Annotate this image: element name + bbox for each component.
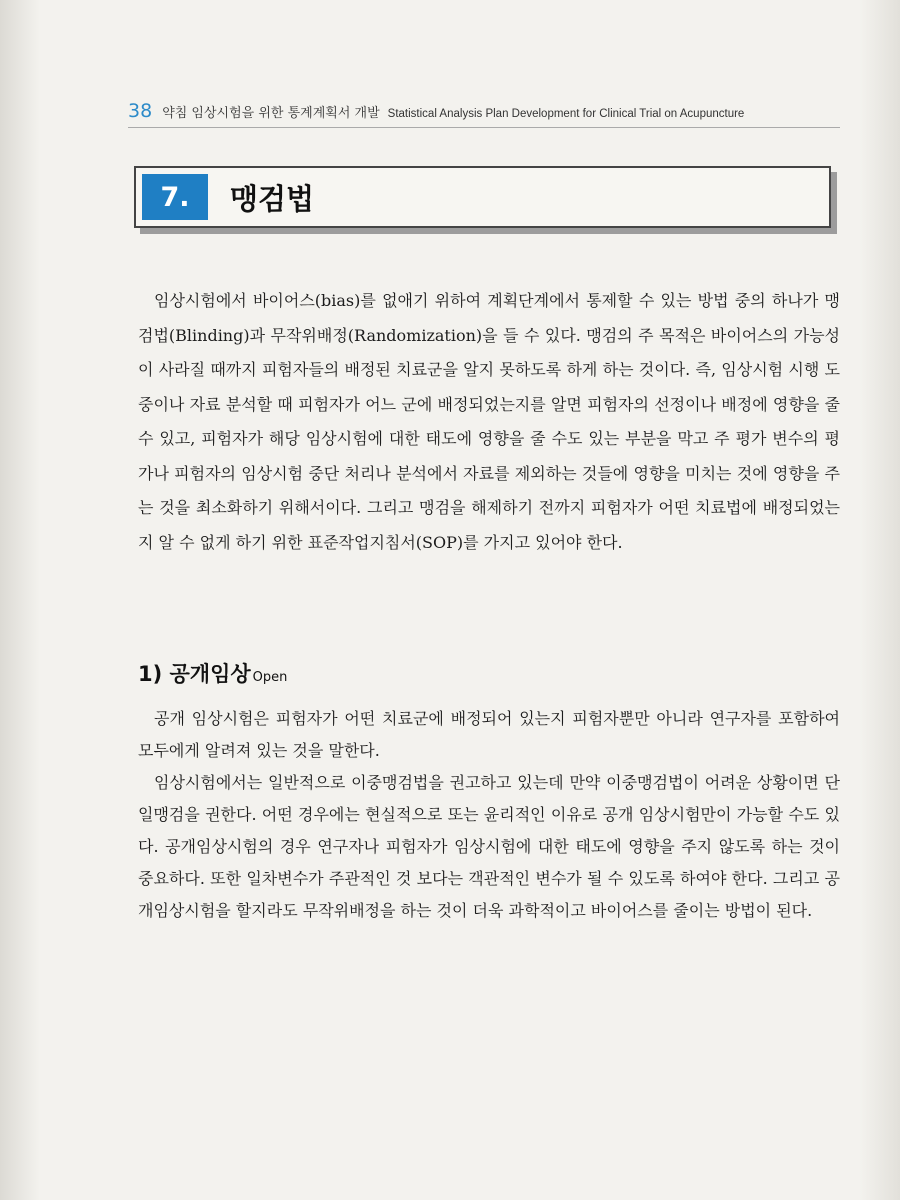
section-number: 7. bbox=[142, 174, 208, 220]
header-title-english: Statistical Analysis Plan Development for Clinical Trial on Acupuncture bbox=[387, 108, 745, 120]
header-title-korean: 약침 임상시험을 위한 통계계획서 개발 bbox=[162, 106, 380, 121]
open-trial-paragraph-1: 공개 임상시험은 피험자가 어떤 치료군에 배정되어 있는지 피험자뿐만 아니라 연구자를 포함하여 모두에게 알려져 있는 것을 말한다. bbox=[138, 709, 840, 760]
section-heading-box bbox=[134, 166, 831, 228]
running-header bbox=[128, 100, 843, 124]
subsection-title-korean: 1) 공개임상 bbox=[138, 662, 251, 686]
section-title: 맹검법 bbox=[230, 181, 315, 216]
page-number: 38 bbox=[128, 100, 153, 122]
subsection-heading bbox=[138, 658, 287, 688]
subsection-title-english: Open bbox=[252, 670, 288, 685]
header-divider bbox=[128, 127, 840, 128]
open-trial-paragraph-2: 임상시험에서는 일반적으로 이중맹검법을 권고하고 있는데 만약 이중맹검법이 어려운 상황이면 단일맹검을 권한다. 어떤 경우에는 현실적으로 또는 윤리적인 이유로 공개 임상시험만이 가능할 수도 있다. 공개임상시험의 경우 연구자나 피험자가 임상시험에 대한 태도에 영향을 주지 않도록 하는 것이 중요하다. 또한 일차변수가 주관적인 것 보다는 객관적인 변수가 될 수 있도록 하여야 한다. 그리고 공개임상시험을 할지라도 무작위배정을 하는 것이 더욱 과학적이고 바이어스를 줄이는 방법이 된다. bbox=[138, 773, 840, 920]
intro-paragraph: 임상시험에서 바이어스(bias)를 없애기 위하여 계획단계에서 통제할 수 있는 방법 중의 하나가 맹검법(Blinding)과 무작위배정(Randomization)을 들 수 있다. 맹검의 주 목적은 바이어스의 가능성이 사라질 때까지 피험자들의 배정된 치료군을 알지 못하도록 하게 하는 것이다. 즉, 임상시험 시행 도중이나 자료 분석할 때 피험자가 어느 군에 배정되었는지를 알면 피험자의 선정이나 배정에 영향을 줄 수 있고, 피험자가 해당 임상시험에 대한 태도에 영향을 줄 수도 있는 부분을 막고 주 평가 변수의 평가나 피험자의 임상시험 중단 처리나 분석에서 자료를 제외하는 것들에 영향을 미치는 것에 영향을 주는 것을 최소화하기 위해서이다. 그리고 맹검을 해제하기 전까지 피험자가 어떤 치료법에 배정되었는지 알 수 없게 하기 위한 표준작업지침서(SOP)를 가지고 있어야 한다. bbox=[138, 291, 840, 552]
